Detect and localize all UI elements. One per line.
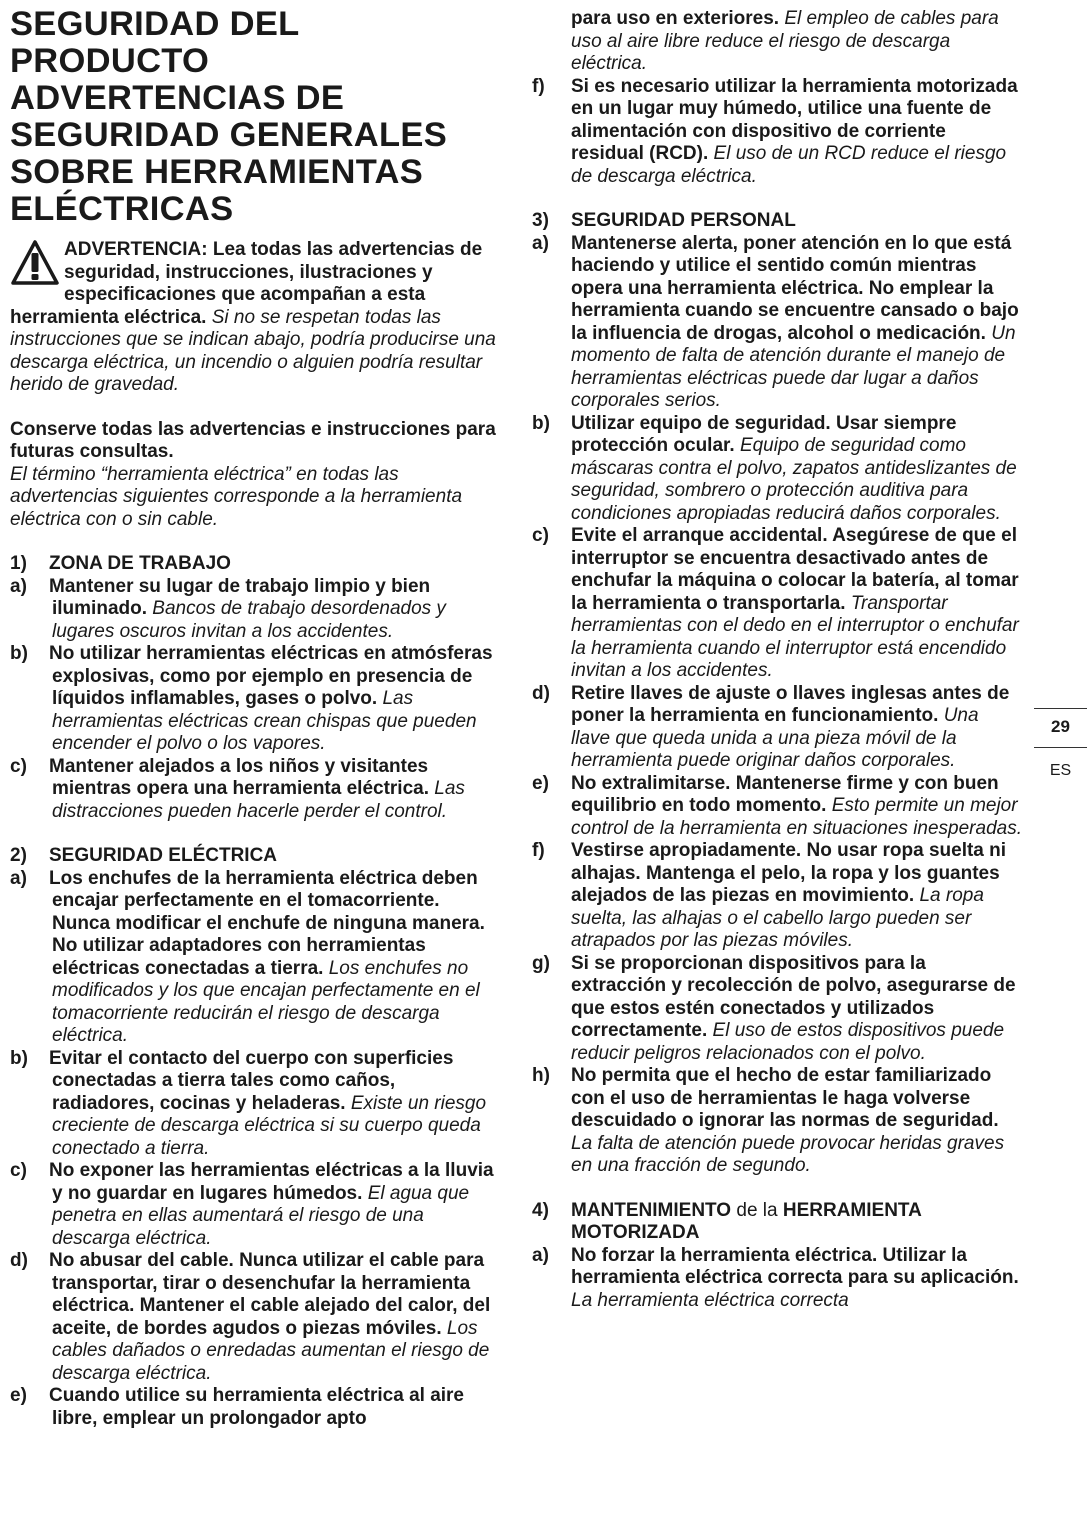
item-italic: Una llave que queda unida a una pieza móvil de la herramienta puede originar daños corporales. [571, 705, 979, 771]
item-letter: f) [532, 840, 545, 861]
list-item-continued [532, 8, 1022, 76]
conserve-bold-text: Conserve todas las advertencias e instrucciones para futuras consultas. [10, 418, 496, 462]
item-italic: Las distracciones pueden hacerle perder el control. [52, 778, 465, 822]
item-letter: c) [532, 525, 549, 546]
list-item [10, 868, 500, 1048]
item-bold: No forzar la herramienta eléctrica. Utilizar la herramienta eléctrica correcta para su aplicación. [571, 1244, 1019, 1288]
section-heading-3 [532, 210, 1022, 233]
item-italic: La falta de atención puede provocar heridas graves en una fracción de segundo. [571, 1132, 1005, 1176]
item-bold: Mantener su lugar de trabajo limpio y bien iluminado. [49, 575, 431, 619]
warning-bold-text: ADVERTENCIA: Lea todas las advertencias de seguridad, instrucciones, ilustraciones y especificaciones que acompañan a esta herramienta eléctrica. [10, 239, 483, 328]
item-letter: h) [532, 1065, 550, 1086]
item-italic: Los cables dañados o enredadas aumentan el riesgo de descarga eléctrica. [52, 1317, 490, 1384]
list-item [10, 576, 500, 644]
list-item [532, 413, 1022, 526]
item-bold: Utilizar equipo de seguridad. Usar siempre protección ocular. [571, 412, 957, 456]
item-bold: Cuando utilice su herramienta eléctrica al aire libre, emplear un prolongador apto [49, 1385, 464, 1429]
item-letter: f) [532, 75, 545, 97]
section-number: 2) [10, 845, 27, 866]
list-item [10, 1048, 500, 1161]
section-heading-4 [532, 1200, 1022, 1245]
list-item [532, 76, 1022, 189]
item-italic: Los enchufes no modificados y los que encajan perfectamente en el tomacorriente reducirán el riesgo de descarga eléctrica. [52, 957, 480, 1046]
title-line: ELÉCTRICAS [10, 190, 234, 228]
section-title-connector: de la [736, 1199, 778, 1221]
right-column [532, 0, 1022, 1312]
section-number: 1) [10, 553, 27, 574]
item-italic: Bancos de trabajo desordenados y lugares oscuros invitan a los accidentes. [52, 598, 446, 642]
list-item [10, 643, 500, 756]
warning-triangle-icon [10, 239, 60, 287]
item-italic: El empleo de cables para uso al aire libre reduce el riesgo de descarga eléctrica. [571, 8, 999, 74]
item-italic: Equipo de seguridad como máscaras contra el polvo, zapatos antideslizantes de seguridad, sombrero o protección auditiva para condiciones apropiadas reducirá daños corporales. [571, 435, 1017, 524]
item-bold: No extralimitarse. Mantenerse firme y con buen equilibrio en todo momento. [571, 772, 999, 816]
item-letter: a) [532, 1244, 549, 1266]
section-title: SEGURIDAD PERSONAL [571, 210, 796, 231]
item-bold: Mantenerse alerta, poner atención en lo que está haciendo y utilice el sentido común mientras opera una herramienta eléctrica. No emplear la herramienta cuando se encuentre cansado o bajo la influencia de drogas, alcohol o medicación. [571, 232, 1019, 344]
list-item [532, 1245, 1022, 1313]
section-number: 4) [532, 1199, 549, 1221]
conserve-paragraph [10, 419, 500, 532]
item-letter: c) [10, 1160, 27, 1181]
item-bold: No exponer las herramientas eléctricas a la lluvia y no guardar en lugares húmedos. [49, 1160, 494, 1204]
list-item [532, 840, 1022, 953]
section-title: ZONA DE TRABAJO [49, 553, 231, 574]
title-line: PRODUCTO [10, 42, 210, 80]
item-letter: g) [532, 952, 550, 974]
title-line: SEGURIDAD DEL [10, 5, 300, 43]
item-bold: Retire llaves de ajuste o llaves inglesas antes de poner la herramienta en funcionamiento. [571, 682, 1010, 726]
item-bold: No utilizar herramientas eléctricas en atmósferas explosivas, como por ejemplo en presencia de líquidos inflamables, gases o polvo. [49, 643, 493, 709]
item-italic: La ropa suelta, las alhajas o el cabello largo pueden ser atrapados por las piezas móviles. [571, 885, 984, 951]
list-item [532, 683, 1022, 773]
list-item [532, 525, 1022, 683]
list-item [10, 1385, 500, 1430]
left-column [10, 0, 500, 1430]
item-letter: a) [532, 232, 549, 254]
item-bold: Mantener alejados a los niños y visitantes mientras opera una herramienta eléctrica. [49, 755, 429, 799]
language-tag: ES [1049, 762, 1072, 779]
item-letter: b) [532, 412, 550, 434]
page-title [10, 6, 500, 228]
section-heading-1 [10, 553, 500, 576]
list-item [532, 233, 1022, 413]
item-letter: e) [532, 772, 549, 794]
item-italic: El uso de un RCD reduce el riesgo de descarga eléctrica. [571, 143, 1007, 187]
item-letter: b) [10, 1047, 28, 1069]
item-bold: Evite el arranque accidental. Asegúrese de que el interruptor se encuentra desactivado antes de enchufar la máquina o colocar la batería, al tomar la herramienta o transportarla. [571, 525, 1019, 614]
conserve-italic-text: El término “herramienta eléctrica” en todas las advertencias siguientes corresponde a la herramienta eléctrica con o sin cable. [10, 463, 463, 530]
item-bold: Si es necesario utilizar la herramienta motorizada en un lugar muy húmedo, utilice una fuente de alimentación con dispositivo de corriente residual (RCD). [571, 75, 1018, 164]
section-title: HERRAMIENTA MOTORIZADA [571, 1199, 922, 1243]
item-italic: Existe un riesgo creciente de descarga eléctrica si su cuerpo queda conectado a tierra. [52, 1092, 487, 1159]
item-italic: El agua que penetra en ellas aumentará el riesgo de una descarga eléctrica. [52, 1182, 470, 1249]
item-bold: Evitar el contacto del cuerpo con superficies conectadas a tierra tales como caños, radiadores, cocinas y heladeras. [49, 1047, 454, 1114]
list-item [10, 756, 500, 824]
section-heading-2 [10, 845, 500, 868]
item-italic: Transportar herramientas con el dedo en el interruptor o enchufar la herramienta cuando el interruptor está encendido invitan a los accidentes. [571, 592, 1019, 681]
title-line: SOBRE HERRAMIENTAS [10, 153, 424, 191]
title-line: SEGURIDAD GENERALES [10, 116, 448, 154]
section-number: 3) [532, 210, 549, 231]
title-line: ADVERTENCIAS DE [10, 79, 345, 117]
item-italic: Las herramientas eléctricas crean chispas que pueden encender el polvo o los vapores. [52, 688, 477, 754]
item-letter: e) [10, 1385, 27, 1406]
item-bold: Vestirse apropiadamente. No usar ropa suelta ni alhajas. Mantenga el pelo, la ropa y los guantes alejados de las piezas en movimiento. [571, 840, 1007, 906]
item-letter: a) [10, 575, 27, 597]
warning-italic-text: Si no se respetan todas las instrucciones que se indican abajo, podría producirse una descarga eléctrica, un incendio o alguien podría resultar herido de gravedad. [10, 306, 496, 395]
section-title: MANTENIMIENTO [571, 1199, 737, 1221]
item-italic: Esto permite un mejor control de la herramienta en situaciones inesperadas. [571, 795, 1022, 839]
item-bold: No permita que el hecho de estar familiarizado con el uso de herramientas le haga volverse descuidado o ignorar las normas de seguridad. [571, 1065, 999, 1131]
page-number: 29 [1034, 708, 1087, 748]
list-item [532, 773, 1022, 841]
item-bold: No abusar del cable. Nunca utilizar el cable para transportar, tirar o desenchufar la herramienta eléctrica. Mantener el cable alejado del calor, del aceite, de bordes agudos o piezas móviles. [49, 1250, 491, 1339]
list-item [10, 1160, 500, 1250]
item-letter: d) [10, 1250, 28, 1271]
item-letter: d) [532, 682, 550, 704]
warning-block [10, 239, 500, 397]
item-letter: c) [10, 755, 27, 777]
list-item [532, 953, 1022, 1066]
list-item [10, 1250, 500, 1385]
item-bold: Los enchufes de la herramienta eléctrica deben encajar perfectamente en el tomacorriente. Nunca modificar el enchufe de ninguna manera. No utilizar adaptadores con herramientas eléctricas conectadas a tierra. [49, 867, 485, 979]
item-letter: b) [10, 643, 28, 664]
item-bold: para uso en exteriores. [571, 8, 780, 29]
item-bold: Si se proporcionan dispositivos para la extracción y recolección de polvo, asegurarse de que estos estén conectados y utilizados correctamente. [571, 952, 1016, 1041]
list-item [532, 1065, 1022, 1178]
section-title: SEGURIDAD ELÉCTRICA [49, 845, 278, 866]
item-italic: La herramienta eléctrica correcta [571, 1289, 849, 1311]
item-letter: a) [10, 867, 27, 889]
item-italic: El uso de estos dispositivos puede reducir peligros relacionados con el polvo. [571, 1020, 1005, 1064]
item-italic: Un momento de falta de atención durante el manejo de herramientas eléctricas puede dar lugar a daños corporales serios. [571, 322, 1016, 411]
